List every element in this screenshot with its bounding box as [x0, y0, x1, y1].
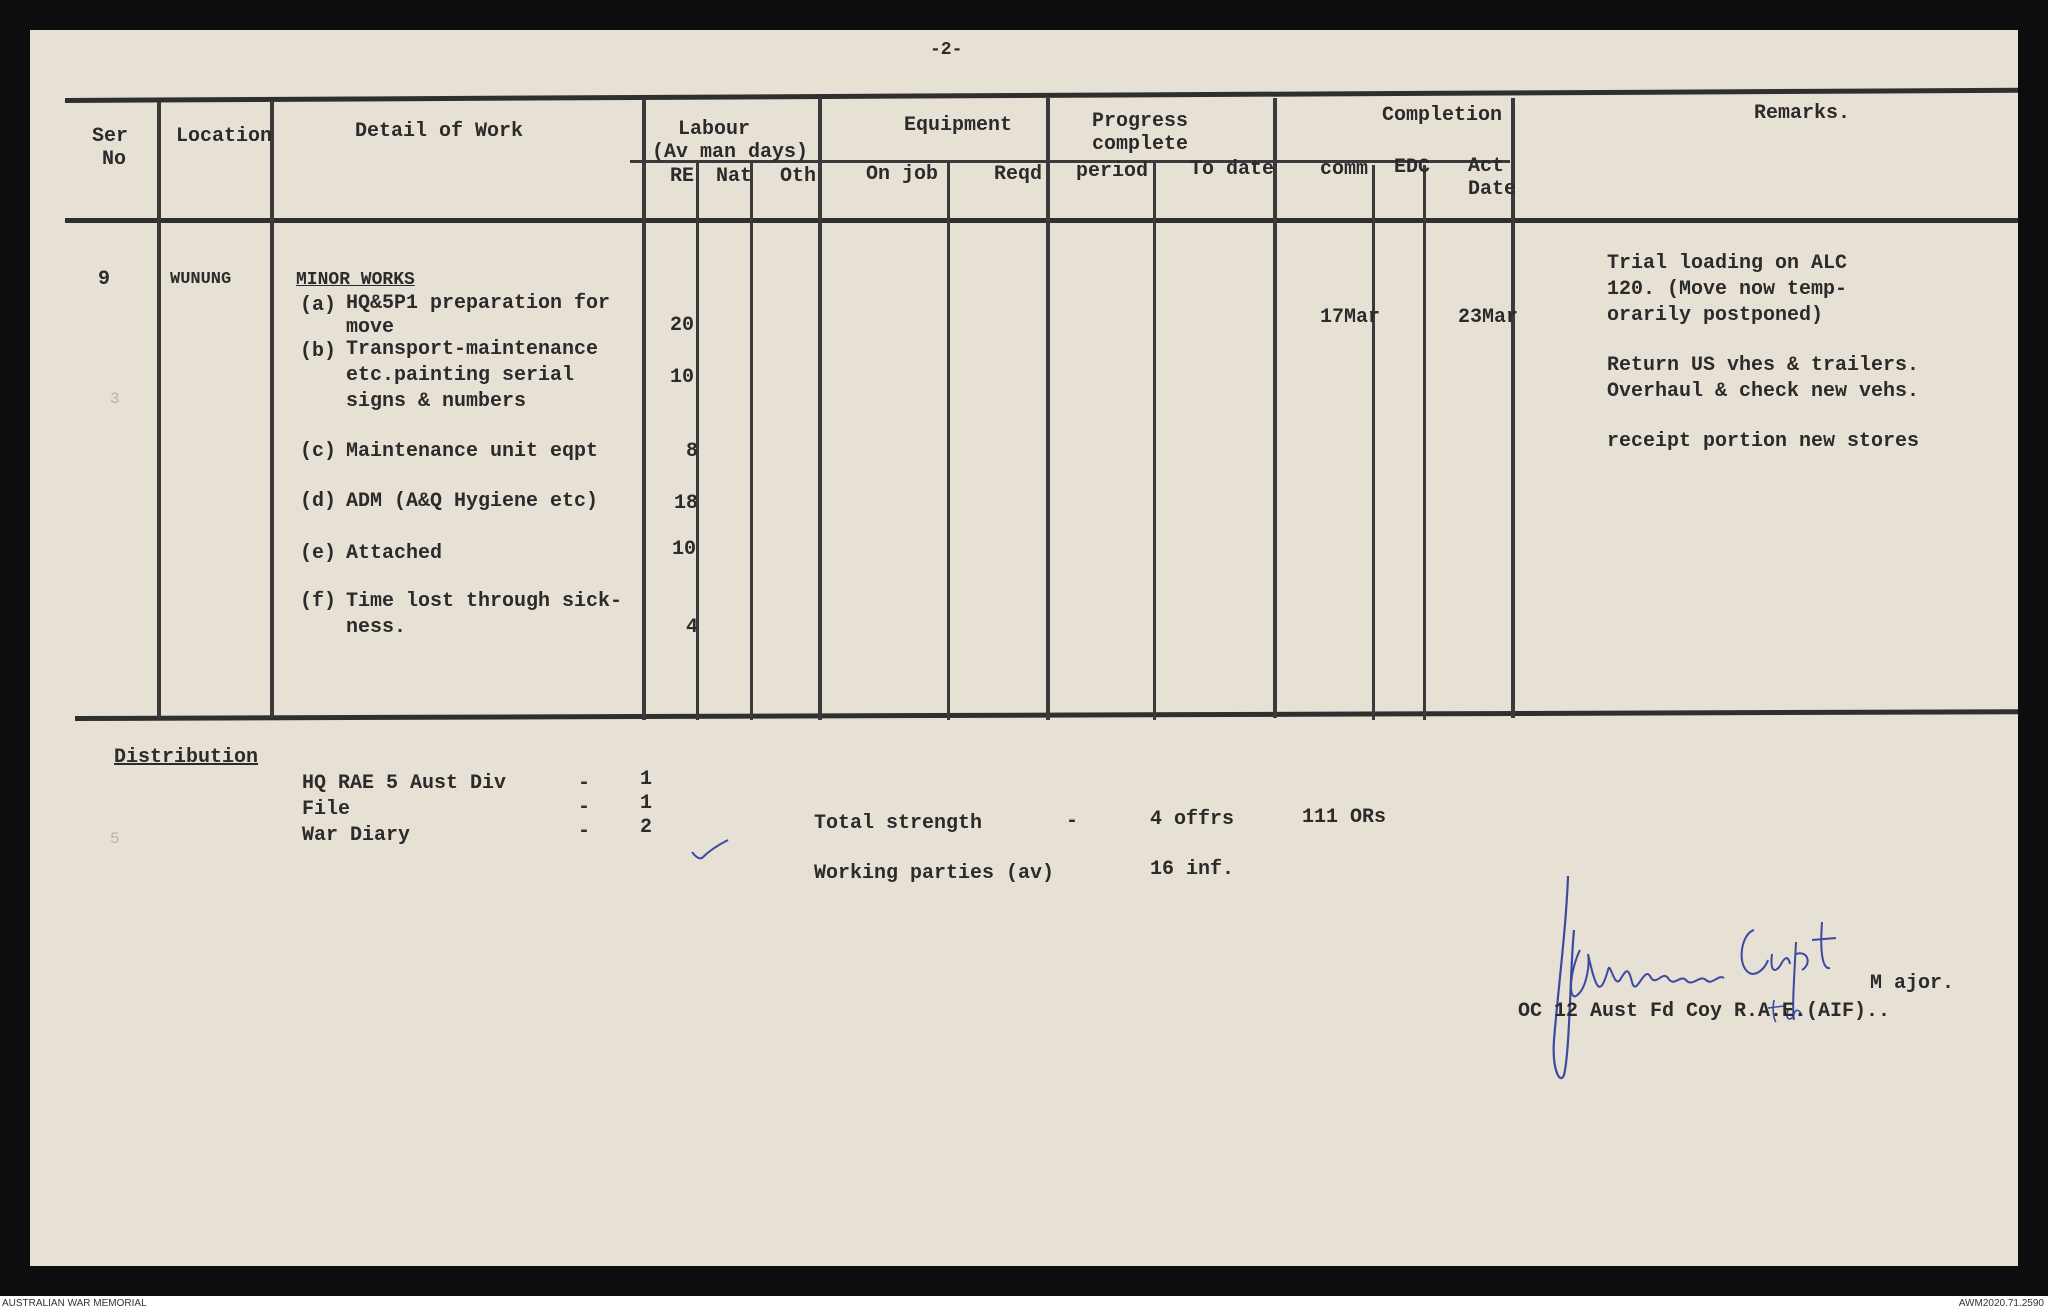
table-top-rule: [65, 88, 2018, 103]
working-parties-value: 16 inf.: [1150, 858, 1235, 881]
header-to-date: To date: [1190, 158, 1275, 181]
footer-reference: AWM2020.71.2590: [1958, 1298, 2044, 1309]
header-edc: EDC: [1394, 156, 1431, 179]
header-remarks: Remarks.: [1754, 102, 1851, 125]
bleed-through-text: 5: [110, 830, 120, 848]
header-period: period: [1076, 160, 1149, 183]
page-number: -2-: [930, 40, 963, 60]
distribution-name: HQ RAE 5 Aust Div: [302, 772, 507, 795]
col-rule-labour: [818, 98, 822, 720]
item-a-re: 20: [670, 314, 695, 337]
row-title: MINOR WORKS: [296, 270, 415, 290]
remark-line: Return US vhes & trailers.: [1607, 354, 1920, 377]
item-d-line: ADM (A&Q Hygiene etc): [346, 490, 599, 513]
row-comm-date: 17Mar: [1320, 306, 1381, 329]
remark-line: Overhaul & check new vehs.: [1607, 380, 1920, 403]
distribution-dash: -: [578, 772, 591, 795]
header-detail: Detail of Work: [355, 120, 524, 143]
item-a-letter: (a): [300, 294, 337, 317]
item-b-line: Transport-maintenance: [346, 338, 599, 361]
header-progress: Progress: [1092, 110, 1189, 133]
item-c-line: Maintenance unit eqpt: [346, 440, 599, 463]
document-page: [30, 30, 2018, 1266]
col-rule-ser: [157, 102, 161, 718]
total-ors: 111 ORs: [1302, 806, 1387, 829]
distribution-title: Distribution: [114, 746, 259, 769]
distribution-dash: -: [578, 796, 591, 819]
total-offrs: 4 offrs: [1150, 808, 1235, 831]
col-rule-comm: [1372, 165, 1375, 720]
distribution-count: 1: [640, 768, 653, 791]
item-b-re: 10: [670, 366, 695, 389]
header-act: Act: [1468, 155, 1505, 178]
remark-line: Trial loading on ALC: [1607, 252, 1848, 275]
header-complete: complete: [1092, 133, 1189, 156]
remark-line: receipt portion new stores: [1607, 430, 1920, 453]
col-rule-period: [1153, 160, 1156, 720]
header-equipment: Equipment: [904, 114, 1013, 137]
header-location: Location: [176, 125, 273, 148]
header-labour: Labour: [678, 118, 751, 141]
item-f-line: ness.: [346, 616, 407, 639]
col-rule-onjob: [947, 160, 950, 720]
item-b-letter: (b): [300, 340, 337, 363]
total-strength-label: Total strength: [814, 812, 983, 835]
header-bottom-rule: [65, 218, 2018, 223]
header-ser: Ser: [92, 125, 129, 148]
item-d-re: 18: [674, 492, 699, 515]
signature-rank: M ajor.: [1870, 972, 1955, 995]
item-b-line: etc.painting serial: [346, 364, 575, 387]
row-ser: 9: [98, 268, 111, 291]
col-rule-location: [270, 100, 274, 718]
item-f-letter: (f): [300, 590, 337, 613]
item-f-re: 4: [686, 616, 699, 639]
col-rule-detail: [642, 100, 646, 720]
header-date: Date: [1468, 178, 1517, 201]
header-reqd: Reqd: [994, 163, 1043, 186]
header-on-job: On job: [866, 163, 939, 186]
item-a-line: HQ&5P1 preparation for: [346, 292, 611, 315]
working-parties-label: Working parties (av): [814, 862, 1055, 885]
header-re: RE: [670, 165, 695, 188]
remark-line: orarily postponed): [1607, 304, 1824, 327]
distribution-dash: -: [578, 820, 591, 843]
header-completion: Completion: [1382, 104, 1503, 127]
col-rule-progress: [1273, 98, 1277, 718]
header-no: No: [102, 148, 127, 171]
col-rule-equipment: [1046, 98, 1050, 720]
item-d-letter: (d): [300, 490, 337, 513]
col-rule-nat: [750, 160, 753, 720]
footer-archive: AUSTRALIAN WAR MEMORIAL: [2, 1298, 147, 1309]
distribution-name: File: [302, 798, 351, 821]
bleed-through-text: 3: [110, 390, 120, 408]
distribution-count: 1: [640, 792, 653, 815]
handwritten-signature: [1540, 870, 1880, 1100]
item-b-line: signs & numbers: [346, 390, 527, 413]
col-rule-edc: [1423, 165, 1426, 720]
header-labour-note: (Av man days): [652, 141, 809, 164]
header-oth: Oth: [780, 165, 817, 188]
item-e-line: Attached: [346, 542, 443, 565]
item-e-letter: (e): [300, 542, 337, 565]
signature-unit: OC 12 Aust Fd Coy R.A.E.(AIF)..: [1518, 1000, 1891, 1023]
header-nat: Nat: [716, 165, 753, 188]
check-mark-icon: [690, 838, 730, 862]
header-comm: comm: [1320, 158, 1369, 181]
total-strength-dash: -: [1066, 810, 1079, 833]
row-location: WUNUNG: [170, 270, 232, 289]
item-c-letter: (c): [300, 440, 337, 463]
item-c-re: 8: [686, 440, 699, 463]
distribution-name: War Diary: [302, 824, 411, 847]
item-f-line: Time lost through sick-: [346, 590, 623, 613]
item-e-re: 10: [672, 538, 697, 561]
distribution-count: 2: [640, 816, 653, 839]
item-a-line: move: [346, 316, 395, 339]
row-act-date: 23Mar: [1458, 306, 1519, 329]
remark-line: 120. (Move now temp-: [1607, 278, 1848, 301]
